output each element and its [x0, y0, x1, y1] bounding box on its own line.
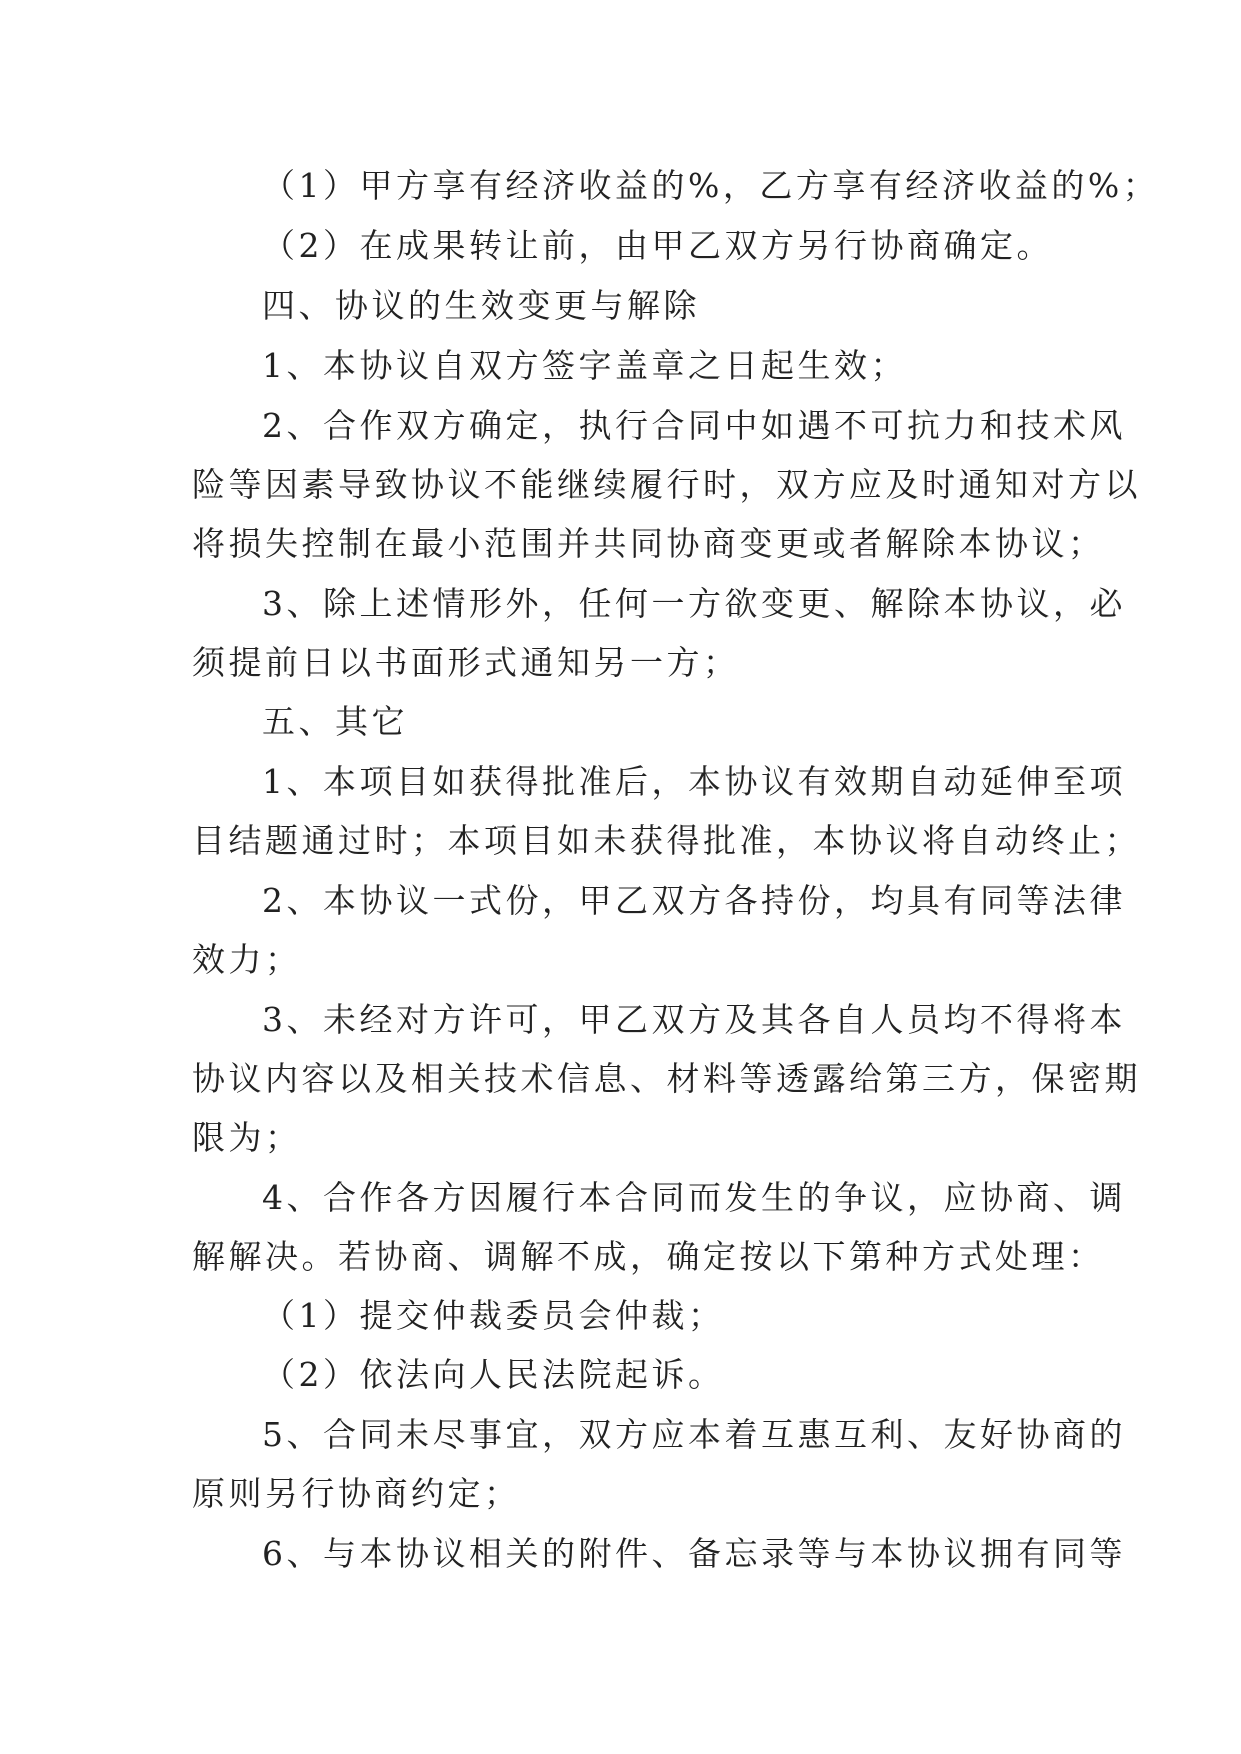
text-line: 目结题通过时；本项目如未获得批准，本协议将自动终止； [192, 821, 1141, 860]
text-line: （1）提交仲裁委员会仲裁； [262, 1296, 725, 1335]
text-line: 效力； [192, 940, 302, 979]
text-line: 3、未经对方许可，甲乙双方及其各自人员均不得将本 [262, 1000, 1126, 1039]
text-line: 4、合作各方因履行本合同而发生的争议，应协商、调 [262, 1178, 1126, 1217]
text-line: 1、本项目如获得批准后，本协议有效期自动延伸至项 [262, 762, 1126, 801]
text-line: 协议内容以及相关技术信息、材料等透露给第三方，保密期 [192, 1059, 1141, 1098]
text-line: 解解决。若协商、调解不成，确定按以下第种方式处理： [192, 1237, 1105, 1276]
text-line: 原则另行协商约定； [192, 1474, 521, 1513]
text-line: 2、合作双方确定，执行合同中如遇不可抗力和技术风 [262, 406, 1126, 445]
text-line: （2）在成果转让前，由甲乙双方另行协商确定。 [262, 226, 1053, 265]
text-line: 3、除上述情形外，任何一方欲变更、解除本协议，必 [262, 584, 1126, 623]
text-line: 须提前日以书面形式通知另一方； [192, 643, 740, 682]
section-heading: 五、其它 [262, 702, 408, 741]
text-line: 2、本协议一式份，甲乙双方各持份，均具有同等法律 [262, 881, 1126, 920]
text-line: 6、与本协议相关的附件、备忘录等与本协议拥有同等 [262, 1534, 1126, 1573]
text-line: 险等因素导致协议不能继续履行时，双方应及时通知对方以 [192, 465, 1141, 504]
section-heading: 四、协议的生效变更与解除 [262, 286, 700, 325]
text-line: 5、合同未尽事宜，双方应本着互惠互利、友好协商的 [262, 1415, 1126, 1454]
text-line: 1、本协议自双方签字盖章之日起生效； [262, 346, 907, 385]
text-line: （1）甲方享有经济收益的%，乙方享有经济收益的%； [262, 166, 1160, 205]
text-line: 将损失控制在最小范围并共同协商变更或者解除本协议； [192, 524, 1105, 563]
text-line: （2）依法向人民法院起诉。 [262, 1355, 725, 1394]
text-line: 限为； [192, 1118, 302, 1157]
